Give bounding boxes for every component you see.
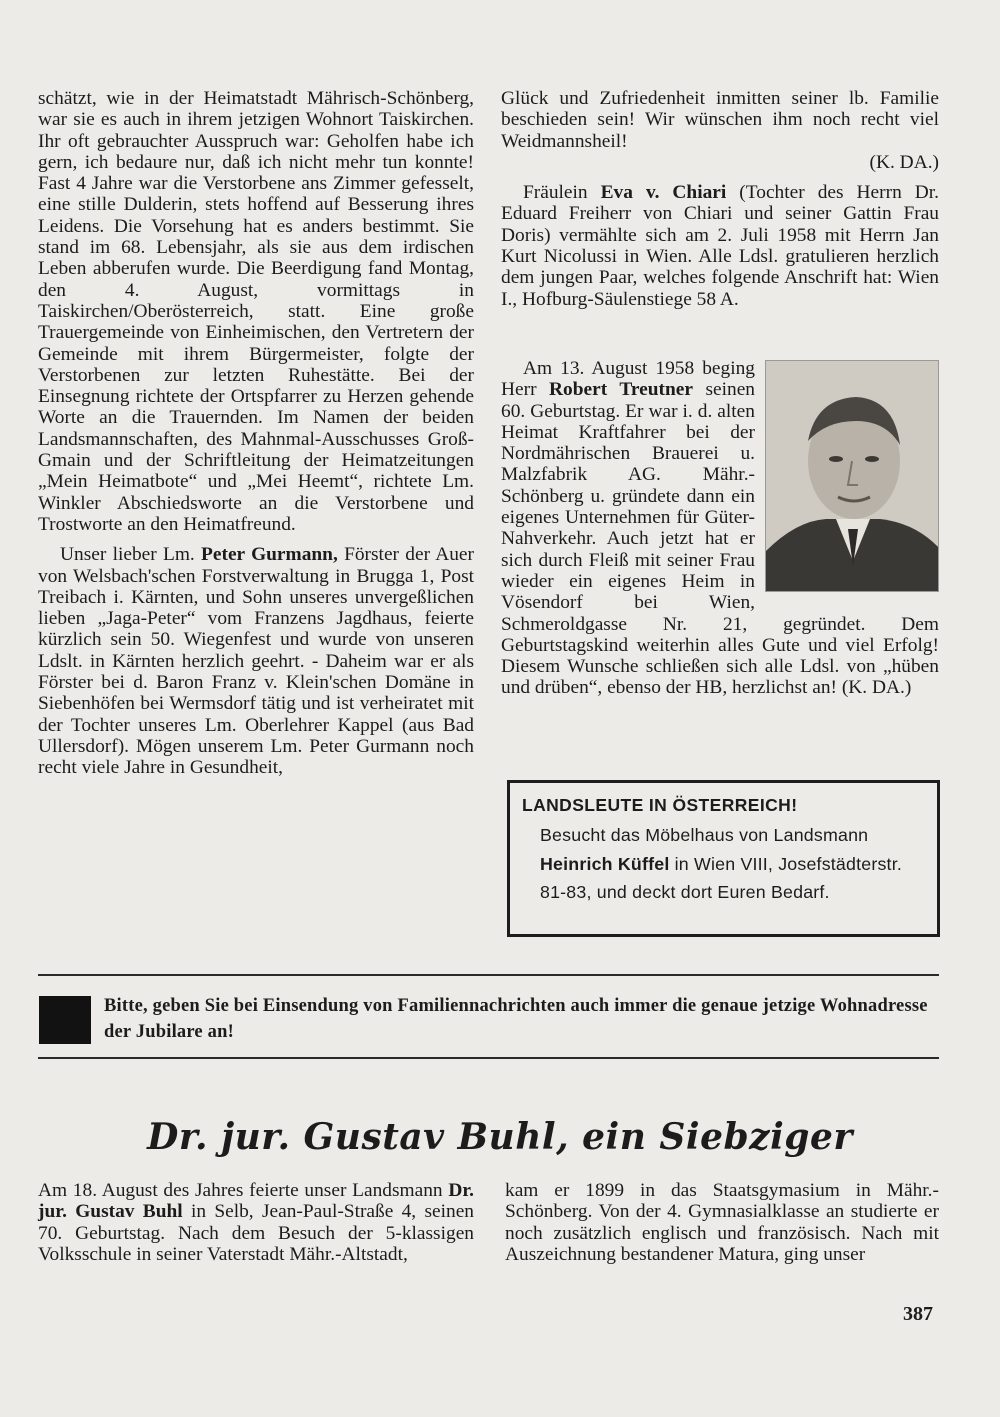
notice-text: Bitte, geben Sie bei Einsendung von Familiennachrichten auch immer die genaue jetzige Wohnadresse der Jubilare an! — [104, 996, 928, 1042]
article-paragraph-left: Am 18. August des Jahres feierte unser Landsmann Dr. jur. Gustav Buhl in Selb, Jean-Paul-Straße 4, seinen 70. Geburtstag. Nach dem Besuch der 5-klassigen Volksschule in seiner Vaterstadt Mähr.-Altstadt, — [38, 1180, 474, 1265]
treutner-name: Robert Treutner — [549, 379, 693, 401]
gurmann-paragraph: Unser lieber Lm. Peter Gurmann, Förster der Auer von Welsbach'schen Forstverwaltung in Brugga 1, Post Treibach i. Kärnten, und Sohn unseres unvergeßlichen lieben „Jaga-Peter“ vom Franzens Jagdhaus, feierte kürzlich sein 50. Wiegenfest und wurde von unseren Ldslt. in Kärnten herzlich geehrt. - Daheim war er als Förster bei d. Baron Franz v. Klein'schen Domäne in Siebenhöfen bei Wermsdorf tätig und ist verheiratet mit der Tochter unseres Lm. Oberlehrer Kappel (aus Bad Ullersdorf). Mögen unserem Lm. Peter Gurmann noch recht viele Jahre in Gesundheit, — [38, 544, 474, 779]
portrait-photo — [765, 360, 939, 592]
gurmann-name: Peter Gurmann, — [201, 544, 338, 566]
treutner-paragraph-block — [501, 358, 939, 699]
notice-bottom-rule — [38, 1057, 939, 1059]
chiari-name: Eva v. Chiari — [600, 182, 727, 204]
right-column-top — [501, 88, 939, 310]
signature: (K. DA.) — [869, 151, 939, 173]
weidmannsheil-paragraph: Glück und Zufriedenheit inmitten seiner lb. Familie beschieden sein! Wir wünschen ihm noch recht viel Weidmannsheil! — [501, 88, 939, 152]
article-right-column — [505, 1180, 939, 1265]
left-column — [38, 88, 474, 779]
portrait-illustration — [766, 361, 939, 592]
notice-top-rule — [38, 974, 939, 976]
advertiser-name: Heinrich Küffel — [540, 853, 670, 874]
article-person-name: Dr. jur. Gustav Buhl — [38, 1180, 474, 1223]
notice-marker-square — [39, 996, 91, 1044]
treutner-paragraph: Am 13. August 1958 beging Herr Robert Treutner seinen 60. Geburtstag. Er war i. d. alten Heimat Kraftfahrer bei der Nordmährischen Brauerei u. Malzfabrik AG. Mähr.-Schönberg u. gründete dann ein eigenes Unternehmen für Güter-Nahverkehr. Auch jetzt hat er sich durch Fleiß mit seiner Frau wieder ein eigenes Heim in Vösendorf bei Wien, Schmeroldgasse Nr. 21, gegründet. Dem Geburtstagskind weiterhin alles Gute und viel Erfolg! Diesem Wunsche schließen sich alle Ldsl. von „hüben und drüben“, ebenso der HB, herzlichst an! (K. DA.) — [501, 358, 939, 699]
advertisement-title: LANDSLEUTE IN ÖSTERREICH! — [522, 795, 798, 815]
obituary-paragraph: schätzt, wie in der Heimatstadt Mährisch-Schönberg, war sie es auch in ihrem jetzigen Wohnort Taiskirchen. Ihr oft gebrauchter Ausspruch war: Geholfen habe ich gern, ich bedaure nur, daß ich nicht mehr tun konnte! Fast 4 Jahre war die Verstorbene ans Zimmer gefesselt, eine stille Dulderin, stets hoffend auf Besserung ihres Leidens. Die Vorsehung hat es anders bestimmt. Sie stand im 68. Lebensjahr, als sie aus dem irdischen Leben abberufen wurde. Die Beerdigung fand Montag, den 4. August, vormittags in Taiskirchen/Oberösterreich, statt. Eine große Trauergemeinde von Einheimischen, den Vertretern der Gemeinde mit ihrem Bürgermeister, folgte der Verstorbenen zur letzten Ruhestätte. Bei der Einsegnung richtete der Ortspfarrer zu Herzen gehende Worte an die Trauernden. Im Namen der beiden Landsmannschaften, des Mahnmal-Ausschusses Groß-Gmain und der Schriftleitung der Heimatzeitungen „Mein Heimatbote“ und „Mei Heemt“, richtete Lm. Winkler Abschiedsworte an die Verstorbene und Trostworte an den Heimatfreund. — [38, 88, 474, 535]
advertisement-box — [507, 780, 940, 937]
article-paragraph-right: kam er 1899 in das Staatsgymasium in Mähr.-Schönberg. Von der 4. Gymnasialklasse an studierte er noch zusätzlich englisch und französisch. Nach mit Auszeichnung bestandener Matura, ging unser — [505, 1180, 939, 1265]
page-number: 387 — [903, 1303, 933, 1325]
article-headline: Dr. jur. Gustav Buhl, ein Siebziger — [147, 1116, 853, 1158]
chiari-paragraph: Fräulein Eva v. Chiari (Tochter des Herrn Dr. Eduard Freiherr von Chiari und seiner Gattin Frau Doris) vermählte sich am 2. Juli 1958 mit Herrn Jan Kurt Nicolussi in Wien. Alle Ldsl. gratulieren herzlich dem jungen Paar, welches folgende Anschrift hat: Wien I., Hofburg-Säulenstiege 58 A. — [501, 182, 940, 310]
advertisement-text: Besucht das Möbelhaus von Landsmann Heinrich Küffel in Wien VIII, Josefstädterstr. 81-83, und deckt dort Euren Bedarf. — [540, 825, 902, 902]
article-left-column — [38, 1180, 474, 1265]
